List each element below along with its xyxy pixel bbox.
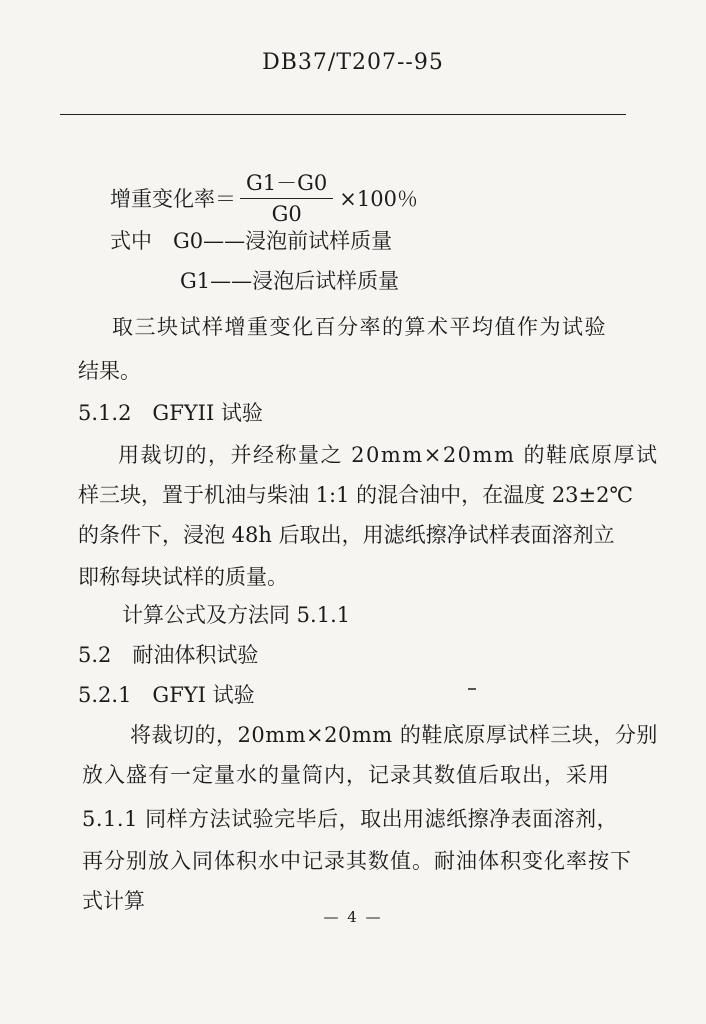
formula-suffix: ×100％ <box>339 187 418 211</box>
section-heading-5-2-1: 5.2.1 GFYI 试验 <box>78 683 255 707</box>
formula-fraction <box>240 170 333 227</box>
header-rule <box>60 114 626 115</box>
paragraph-line: 再分别放入同体积水中记录其数值。耐油体积变化率按下 <box>82 849 632 873</box>
paragraph-line: 式计算 <box>82 889 145 913</box>
formula-numerator: G1－G0 <box>240 170 333 199</box>
formula-denominator: G0 <box>271 201 302 226</box>
paragraph-line: 结果。 <box>78 359 141 383</box>
section-heading-5-2: 5.2 耐油体积试验 <box>78 643 259 667</box>
paragraph-line: 5.1.1 同样方法试验完毕后，取出用滤纸擦净表面溶剂， <box>82 807 619 831</box>
where-line-g0: 式中 G0——浸泡前试样质量 <box>110 229 393 253</box>
paragraph-line: 计算公式及方法同 5.1.1 <box>122 603 351 627</box>
paragraph-line: 取三块试样增重变化百分率的算术平均值作为试验 <box>112 315 607 339</box>
paragraph-line: 的条件下，浸泡 48h 后取出，用滤纸擦净试样表面溶剂立 <box>78 523 615 547</box>
paragraph-line: 用裁切的，并经称量之 20mm×20mm 的鞋底原厚试 <box>118 443 659 467</box>
paragraph-line: 即称每块试样的质量。 <box>78 565 288 589</box>
where-line-g1: G1——浸泡后试样质量 <box>180 269 400 293</box>
paragraph-line: 放入盛有一定量水的量筒内，记录其数值后取出，采用 <box>82 763 610 787</box>
section-heading-5-1-2: 5.1.2 GFYII 试验 <box>78 401 263 425</box>
paragraph-line: 样三块，置于机油与柴油 1:1 的混合油中，在温度 23±2℃ <box>78 483 633 507</box>
document-code-header: DB37/T207--95 <box>262 50 444 75</box>
paragraph-line: 将裁切的，20mm×20mm 的鞋底原厚试样三块，分别 <box>130 723 658 747</box>
formula-label: 增重变化率＝ <box>110 187 236 211</box>
page-number: — 4 — <box>323 908 383 926</box>
scan-speck <box>468 688 476 690</box>
weight-change-formula <box>110 168 418 228</box>
